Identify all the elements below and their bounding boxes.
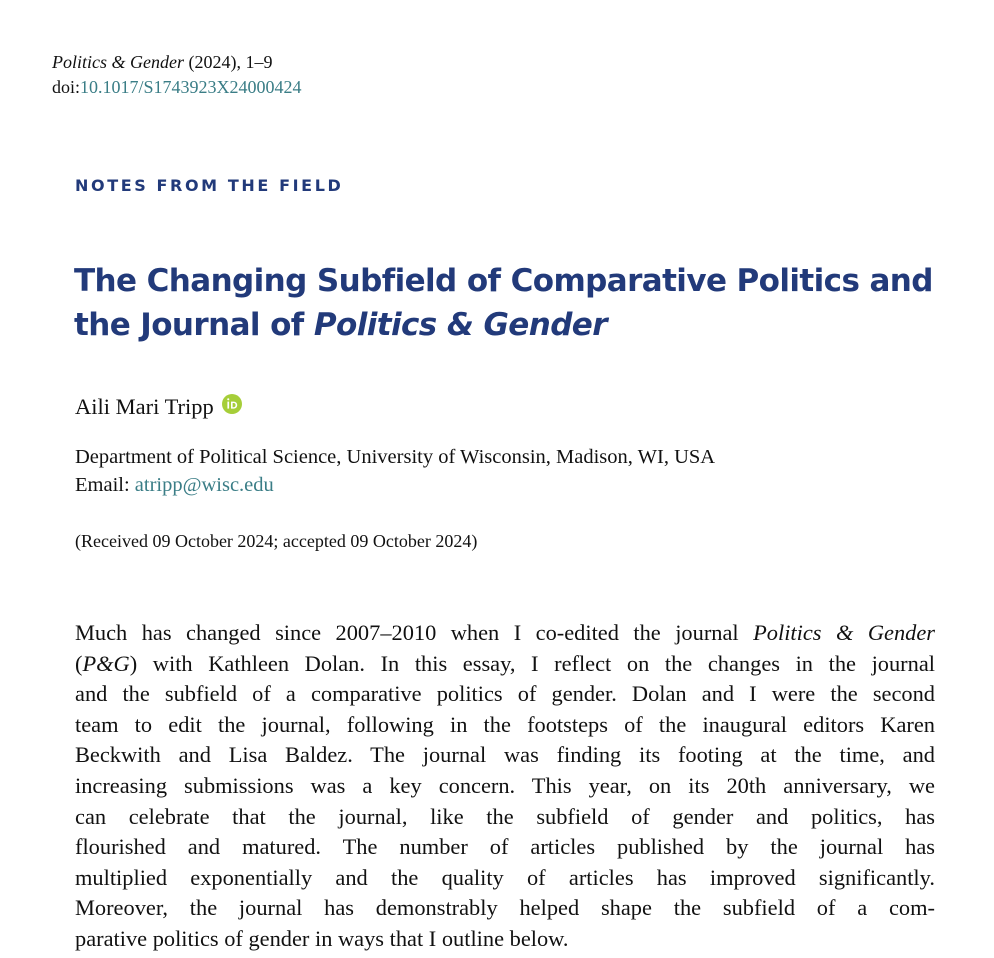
section-label: NOTES FROM THE FIELD — [75, 176, 344, 195]
body-line: can celebrate that the journal, like the subfield of gender and politics, has — [75, 803, 935, 829]
journal-name: Politics & Gender — [52, 52, 184, 72]
body-line: Beckwith and Lisa Baldez. The journal was finding its footing at the time, and — [75, 742, 935, 768]
title-journal-italic: Politics & Gender — [313, 307, 607, 343]
affiliation-block — [75, 443, 715, 499]
email-line — [75, 471, 715, 499]
body-line: flourished and matured. The number of articles published by the journal has — [75, 834, 935, 860]
author-name: Aili Mari Tripp — [75, 394, 214, 419]
year-pages: (2024), 1–9 — [183, 52, 273, 72]
body-line: (P&G) with Kathleen Dolan. In this essay, I reflect on the changes in the journal — [75, 650, 935, 676]
doi-line — [52, 75, 302, 100]
doi-link[interactable]: 10.1017/S1743923X24000424 — [80, 77, 302, 97]
body-line: team to edit the journal, following in the footsteps of the inaugural editors Karen — [75, 711, 935, 737]
email-link[interactable]: atripp@wisc.edu — [134, 474, 274, 496]
body-paragraph — [75, 618, 935, 955]
received-dates: (Received 09 October 2024; accepted 09 October 2024) — [75, 531, 478, 551]
department: Department of Political Science, University of Wisconsin, Madison, WI, USA — [75, 446, 716, 468]
article-title — [74, 259, 954, 347]
citation-line — [52, 50, 302, 75]
body-line: multiplied exponentially and the quality of articles has improved significantly. — [75, 864, 935, 890]
body-line: increasing submissions was a key concern. This year, on its 20th anniversary, we — [75, 772, 935, 798]
body-line: and the subfield of a comparative politics of gender. Dolan and I were the second — [75, 681, 935, 707]
citation-header — [52, 50, 302, 100]
email-label: Email: — [75, 474, 135, 496]
orcid-icon[interactable] — [222, 392, 242, 412]
body-line: Much has changed since 2007–2010 when I co-edited the journal Politics & Gender — [75, 620, 936, 645]
body-line: Moreover, the journal has demonstrably helped shape the subfield of a com- — [75, 895, 935, 921]
body-line: parative politics of gender in ways that I outline below. — [75, 925, 569, 951]
doi-prefix: doi: — [52, 77, 81, 97]
author-line — [75, 392, 242, 422]
title-line-1: The Changing Subfield of Comparative Politics and — [74, 263, 933, 299]
title-line-2: the Journal of — [74, 307, 314, 343]
